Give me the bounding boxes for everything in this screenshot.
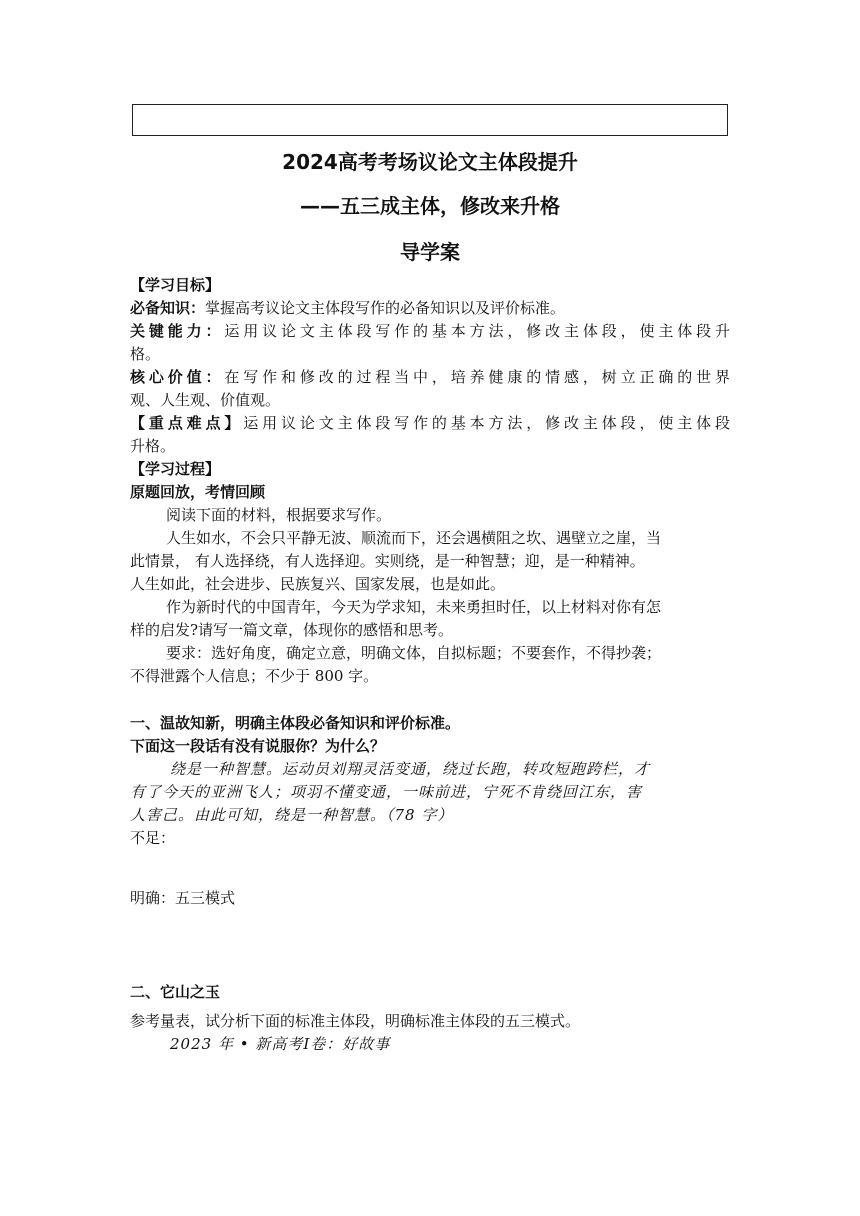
document-title: 2024高考考场议论文主体段提升 bbox=[282, 150, 578, 174]
material-line-4: 作为新时代的中国青年，今天为学求知，未来勇担时任，以上材料对你有怎 bbox=[166, 598, 662, 616]
prompt-intro: 阅读下面的材料，根据要求写作。 bbox=[166, 506, 392, 524]
material-line-3: 人生如此，社会进步、民族复兴、国家发展，也是如此。 bbox=[130, 575, 506, 593]
review-heading: 原题回放，考情回顾 bbox=[130, 483, 266, 501]
ability-line-1 bbox=[130, 320, 730, 343]
key-text-2: 升格。 bbox=[130, 437, 176, 455]
requirement-line-1: 要求：选好角度，确定立意，明确文体，自拟标题；不要套作，不得抄袭； bbox=[166, 644, 662, 662]
deficiency-label: 不足： bbox=[130, 829, 176, 847]
sample-paragraph-line-3: 人害己。由此可知，绕是一种智慧。（78 字） bbox=[130, 806, 454, 824]
sample-paragraph-line-2: 有了今天的亚洲飞人；项羽不懂变通，一味前进，宁死不肯绕回江东，害 bbox=[130, 783, 643, 801]
header-box bbox=[132, 104, 728, 136]
objectives-heading: 【学习目标】 bbox=[130, 276, 221, 294]
section1-heading: 一、温故知新，明确主体段必备知识和评价标准。 bbox=[130, 714, 461, 732]
value-label: 核心价值： bbox=[130, 368, 225, 386]
sample-paragraph-line-1: 绕是一种智慧。运动员刘翔灵活变通，绕过长跑，转攻短跑跨栏，才 bbox=[170, 760, 651, 778]
ability-text-2: 格。 bbox=[130, 345, 161, 363]
knowledge-line bbox=[130, 297, 730, 320]
reference-text: 参考量表，试分析下面的标准主体段，明确标准主体段的五三模式。 bbox=[130, 1012, 581, 1030]
key-line-1 bbox=[130, 412, 730, 435]
exam-source: 2023 年 • 新高考Ⅰ卷：好故事 bbox=[170, 1035, 391, 1053]
ability-label: 关键能力： bbox=[130, 322, 225, 340]
document-type-heading: 导学案 bbox=[400, 240, 460, 264]
knowledge-text: 掌握高考议论文主体段写作的必备知识以及评价标准。 bbox=[205, 299, 566, 317]
section2-heading: 二、它山之玉 bbox=[130, 983, 221, 1001]
value-text-2: 观、人生观、价值观。 bbox=[130, 391, 281, 409]
material-line-1: 人生如水，不会只平静无波、顺流而下，还会遇横阻之坎、遇壁立之崖，当 bbox=[166, 529, 662, 547]
value-line-1 bbox=[130, 366, 730, 389]
clarify-label: 明确：五三模式 bbox=[130, 889, 236, 907]
requirement-line-2: 不得泄露个人信息；不少于 800 字。 bbox=[130, 667, 379, 685]
material-line-5: 样的启发?请写一篇文章，体现你的感悟和思考。 bbox=[130, 621, 454, 639]
value-text-1: 在写作和修改的过程当中，培养健康的情感，树立正确的世界 bbox=[224, 368, 730, 386]
question-line: 下面这一段话有没有说服你？为什么？ bbox=[130, 737, 386, 755]
material-line-2: 此情景， 有人选择绕，有人选择迎。实则绕，是一种智慧；迎，是一种精神。 bbox=[130, 552, 645, 570]
key-text-1: 运用议论文主体段写作的基本方法，修改主体段，使主体段 bbox=[243, 414, 730, 432]
document-subtitle: ——五三成主体，修改来升格 bbox=[300, 194, 560, 218]
ability-text-1: 运用议论文主体段写作的基本方法，修改主体段，使主体段升 bbox=[224, 322, 730, 340]
key-label: 【重点难点】 bbox=[130, 414, 244, 432]
process-heading: 【学习过程】 bbox=[130, 460, 221, 478]
knowledge-label: 必备知识： bbox=[130, 299, 206, 317]
